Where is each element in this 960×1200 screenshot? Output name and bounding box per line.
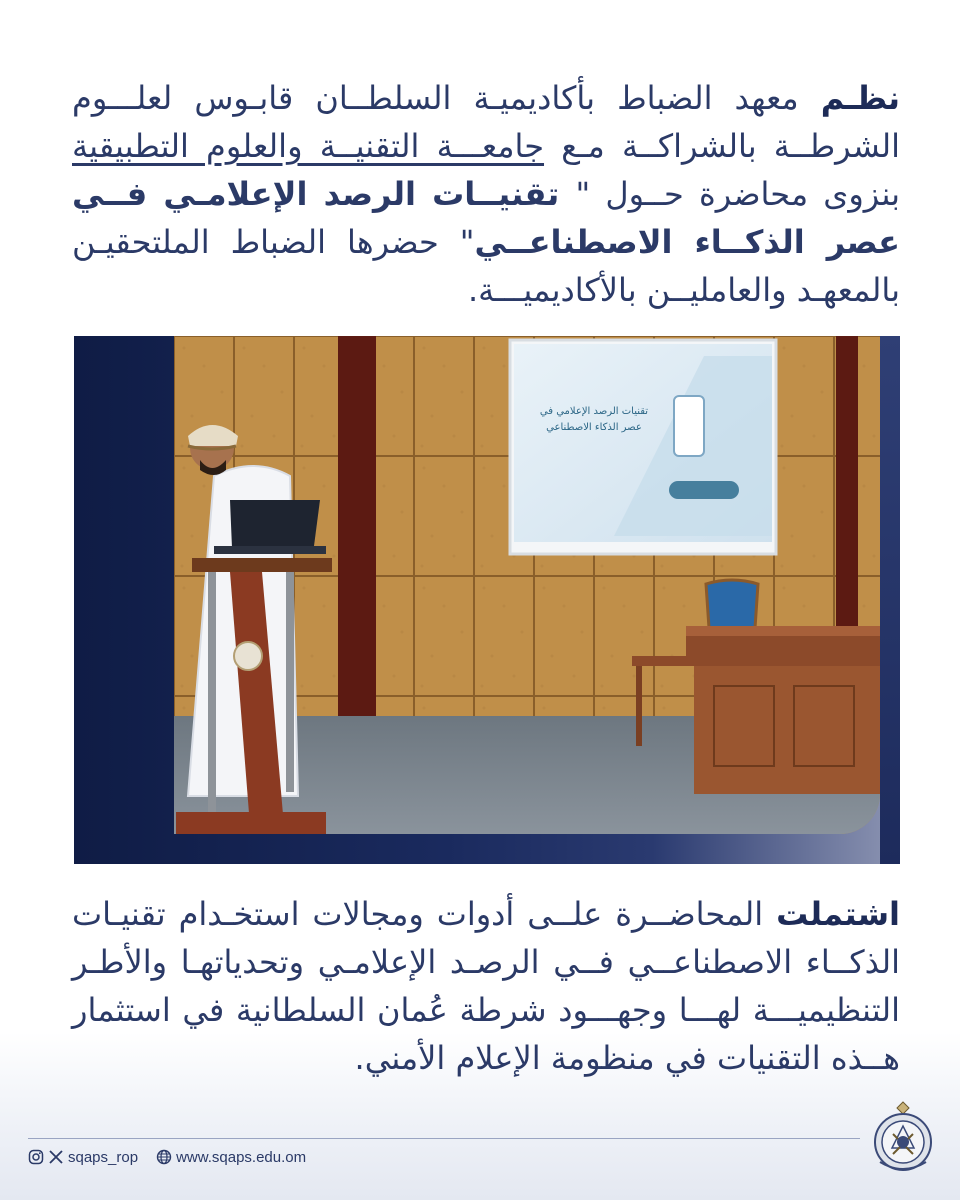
body-lead-word: اشتملت — [776, 895, 900, 933]
academy-emblem — [868, 1098, 938, 1176]
social-handle[interactable]: sqaps_rop — [68, 1148, 139, 1166]
footer-links — [28, 1146, 306, 1168]
website-link[interactable]: www.sqaps.edu.om — [176, 1148, 307, 1166]
slide-title-line1: تقنيات الرصد الإعلامي في — [539, 406, 649, 417]
intro-text-part2: بنزوى محاضرة حــول " — [575, 175, 901, 213]
slide-title-line2: عصر الذكاء الاصطناعي — [546, 422, 642, 433]
instagram-icon[interactable] — [28, 1149, 44, 1165]
intro-paragraph — [72, 74, 900, 314]
globe-icon — [156, 1149, 172, 1165]
lecture-topic: تقنيــات الرصد الإعلامـي فــي عصر الذكــاء الاصطناعــي — [72, 175, 901, 261]
body-paragraph — [72, 890, 900, 1082]
x-twitter-icon[interactable] — [48, 1149, 64, 1165]
intro-text-part3: " حضرها الضباط الملتحقيـن بالمعهـد والعامليــن بالأكاديميـــة. — [72, 223, 900, 309]
partner-university: جامعـــة التقنيــة والعلوم التطبيقية — [72, 127, 545, 165]
lecture-photo — [174, 336, 880, 834]
footer-divider — [28, 1138, 860, 1139]
intro-lead-word: نظـم — [820, 79, 900, 117]
body-text: المحاضــرة علــى أدوات ومجالات استخـدام تقنيـات الذكــاء الاصطناعــي فــي الرصـد الإعلامـي وتحدياتهـا والأطـر التنظيميـــة لهـــا وجهـــود شرطة عُمان السلطانية في استثمار هــذه التقنيات في منظومة الإعلام الأمني. — [72, 895, 900, 1077]
intro-text-part1: معهد الضباط بأكاديميـة السلطــان قابـوس لعلـــوم الشرطــة بالشراكــة مـع — [72, 79, 901, 165]
